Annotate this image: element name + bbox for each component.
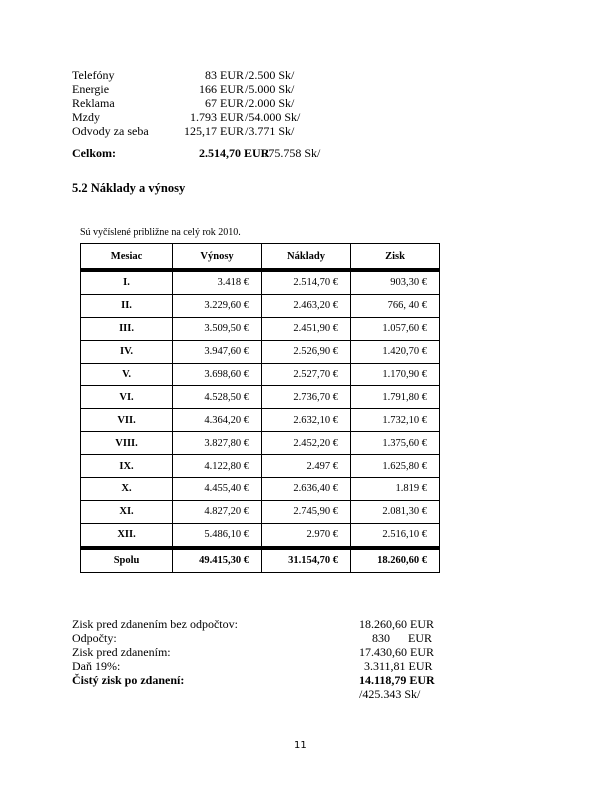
summary-label: Daň 19%: bbox=[72, 659, 121, 673]
table-sum-row bbox=[81, 548, 440, 573]
summary-label: Odpočty: bbox=[72, 631, 117, 645]
revenue-cell: 3.698,60 € bbox=[173, 363, 262, 386]
costs-cell: 2.452,20 € bbox=[262, 432, 351, 455]
total-label: Celkom: bbox=[72, 146, 116, 160]
costs-cell: 2.632,10 € bbox=[262, 409, 351, 432]
cost-label: Energie bbox=[72, 82, 110, 96]
table-row bbox=[81, 317, 440, 340]
sum-revenue: 49.415,30 € bbox=[173, 548, 262, 573]
revenue-cell: 4.122,80 € bbox=[173, 455, 262, 478]
net-profit-value bbox=[359, 673, 472, 701]
cost-eur: 166 EUR bbox=[199, 82, 244, 96]
section-heading: 5.2 Náklady a výnosy bbox=[72, 181, 186, 195]
table-row bbox=[81, 340, 440, 363]
month-cell: I. bbox=[81, 270, 173, 294]
revenue-cell: 4.827,20 € bbox=[173, 500, 262, 523]
summary-value: 3.311,81 EUR bbox=[364, 659, 433, 673]
page-number: 11 bbox=[294, 740, 307, 751]
profit-cell: 1.732,10 € bbox=[351, 409, 440, 432]
profit-cell: 2.081,30 € bbox=[351, 500, 440, 523]
revenue-cost-table bbox=[80, 243, 440, 573]
month-cell: VIII. bbox=[81, 432, 173, 455]
table-row bbox=[81, 432, 440, 455]
profit-cell: 1.791,80 € bbox=[351, 386, 440, 409]
cost-eur: 83 EUR bbox=[205, 68, 244, 82]
revenue-cell: 3.418 € bbox=[173, 270, 262, 294]
cost-sk: /2.500 Sk/ bbox=[245, 68, 295, 82]
cost-label: Mzdy bbox=[72, 110, 100, 124]
month-cell: VI. bbox=[81, 386, 173, 409]
cost-label: Odvody za seba bbox=[72, 124, 149, 138]
revenue-cell: 3.509,50 € bbox=[173, 317, 262, 340]
profit-cell: 766, 40 € bbox=[351, 294, 440, 317]
revenue-cell: 3.947,60 € bbox=[173, 340, 262, 363]
profit-cell: 1.819 € bbox=[351, 478, 440, 501]
table-row bbox=[81, 478, 440, 501]
profit-cell: 1.375,60 € bbox=[351, 432, 440, 455]
month-cell: III. bbox=[81, 317, 173, 340]
net-profit-label: Čistý zisk po zdanení: bbox=[72, 673, 185, 687]
table-row bbox=[81, 294, 440, 317]
month-cell: XII. bbox=[81, 523, 173, 547]
summary-value: 18.260,60 EUR bbox=[359, 617, 434, 631]
profit-cell: 1.170,90 € bbox=[351, 363, 440, 386]
summary-row bbox=[72, 645, 472, 659]
table-row bbox=[81, 363, 440, 386]
net-profit-eur: 14.118,79 EUR bbox=[359, 673, 435, 687]
summary-value: 17.430,60 EUR bbox=[359, 645, 434, 659]
net-profit-sk: /425.343 Sk/ bbox=[359, 687, 421, 701]
header-profit: Zisk bbox=[351, 244, 440, 271]
cost-row-mzdy bbox=[72, 110, 332, 124]
cost-row-odvody bbox=[72, 124, 332, 138]
sum-profit: 18.260,60 € bbox=[351, 548, 440, 573]
summary-label: Zisk pred zdanením bez odpočtov: bbox=[72, 617, 238, 631]
table-row bbox=[81, 500, 440, 523]
month-cell: X. bbox=[81, 478, 173, 501]
table-header-row bbox=[81, 244, 440, 271]
costs-cell: 2.526,90 € bbox=[262, 340, 351, 363]
cost-row-energie bbox=[72, 82, 332, 96]
table-row bbox=[81, 523, 440, 547]
summary-label: Zisk pred zdanením: bbox=[72, 645, 171, 659]
costs-cell: 2.527,70 € bbox=[262, 363, 351, 386]
header-month: Mesiac bbox=[81, 244, 173, 271]
profit-cell: 1.625,80 € bbox=[351, 455, 440, 478]
summary-row bbox=[72, 659, 472, 673]
month-cell: V. bbox=[81, 363, 173, 386]
header-revenue: Výnosy bbox=[173, 244, 262, 271]
net-profit-row bbox=[72, 673, 472, 701]
table-note: Sú vyčíslené približne na celý rok 2010. bbox=[80, 227, 241, 238]
month-cell: XI. bbox=[81, 500, 173, 523]
cost-sk: /5.000 Sk/ bbox=[245, 82, 295, 96]
cost-row-telefony bbox=[72, 68, 332, 82]
header-costs: Náklady bbox=[262, 244, 351, 271]
cost-sk: /3.771 Sk/ bbox=[245, 124, 295, 138]
revenue-cell: 4.455,40 € bbox=[173, 478, 262, 501]
costs-cell: 2.451,90 € bbox=[262, 317, 351, 340]
month-cell: II. bbox=[81, 294, 173, 317]
summary-row bbox=[72, 617, 472, 631]
table-row bbox=[81, 409, 440, 432]
table-row bbox=[81, 270, 440, 294]
cost-label: Reklama bbox=[72, 96, 115, 110]
costs-cell: 2.497 € bbox=[262, 455, 351, 478]
cost-eur: 125,17 EUR bbox=[184, 124, 244, 138]
cost-sk: /54.000 Sk/ bbox=[245, 110, 301, 124]
profit-cell: 1.057,60 € bbox=[351, 317, 440, 340]
cost-eur: 1.793 EUR bbox=[190, 110, 244, 124]
profit-cell: 1.420,70 € bbox=[351, 340, 440, 363]
cost-eur: 67 EUR bbox=[205, 96, 244, 110]
revenue-cell: 4.364,20 € bbox=[173, 409, 262, 432]
costs-cell: 2.636,40 € bbox=[262, 478, 351, 501]
revenue-cell: 4.528,50 € bbox=[173, 386, 262, 409]
profit-cell: 903,30 € bbox=[351, 270, 440, 294]
table-row bbox=[81, 386, 440, 409]
total-row bbox=[72, 146, 372, 160]
costs-cell: 2.745,90 € bbox=[262, 500, 351, 523]
costs-cell: 2.514,70 € bbox=[262, 270, 351, 294]
costs-cell: 2.463,20 € bbox=[262, 294, 351, 317]
revenue-cell: 5.486,10 € bbox=[173, 523, 262, 547]
month-cell: IV. bbox=[81, 340, 173, 363]
summary-value: 830 EUR bbox=[372, 631, 432, 645]
sum-label: Spolu bbox=[81, 548, 173, 573]
total-eur: 2.514,70 EUR bbox=[199, 146, 270, 160]
month-cell: IX. bbox=[81, 455, 173, 478]
total-sk: /75.758 Sk/ bbox=[265, 146, 321, 160]
revenue-cell: 3.827,80 € bbox=[173, 432, 262, 455]
sum-costs: 31.154,70 € bbox=[262, 548, 351, 573]
revenue-cell: 3.229,60 € bbox=[173, 294, 262, 317]
month-cell: VII. bbox=[81, 409, 173, 432]
cost-label: Telefóny bbox=[72, 68, 115, 82]
profit-cell: 2.516,10 € bbox=[351, 523, 440, 547]
table-row bbox=[81, 455, 440, 478]
cost-row-reklama bbox=[72, 96, 332, 110]
costs-cell: 2.970 € bbox=[262, 523, 351, 547]
summary-row bbox=[72, 631, 472, 645]
costs-cell: 2.736,70 € bbox=[262, 386, 351, 409]
cost-sk: /2.000 Sk/ bbox=[245, 96, 295, 110]
